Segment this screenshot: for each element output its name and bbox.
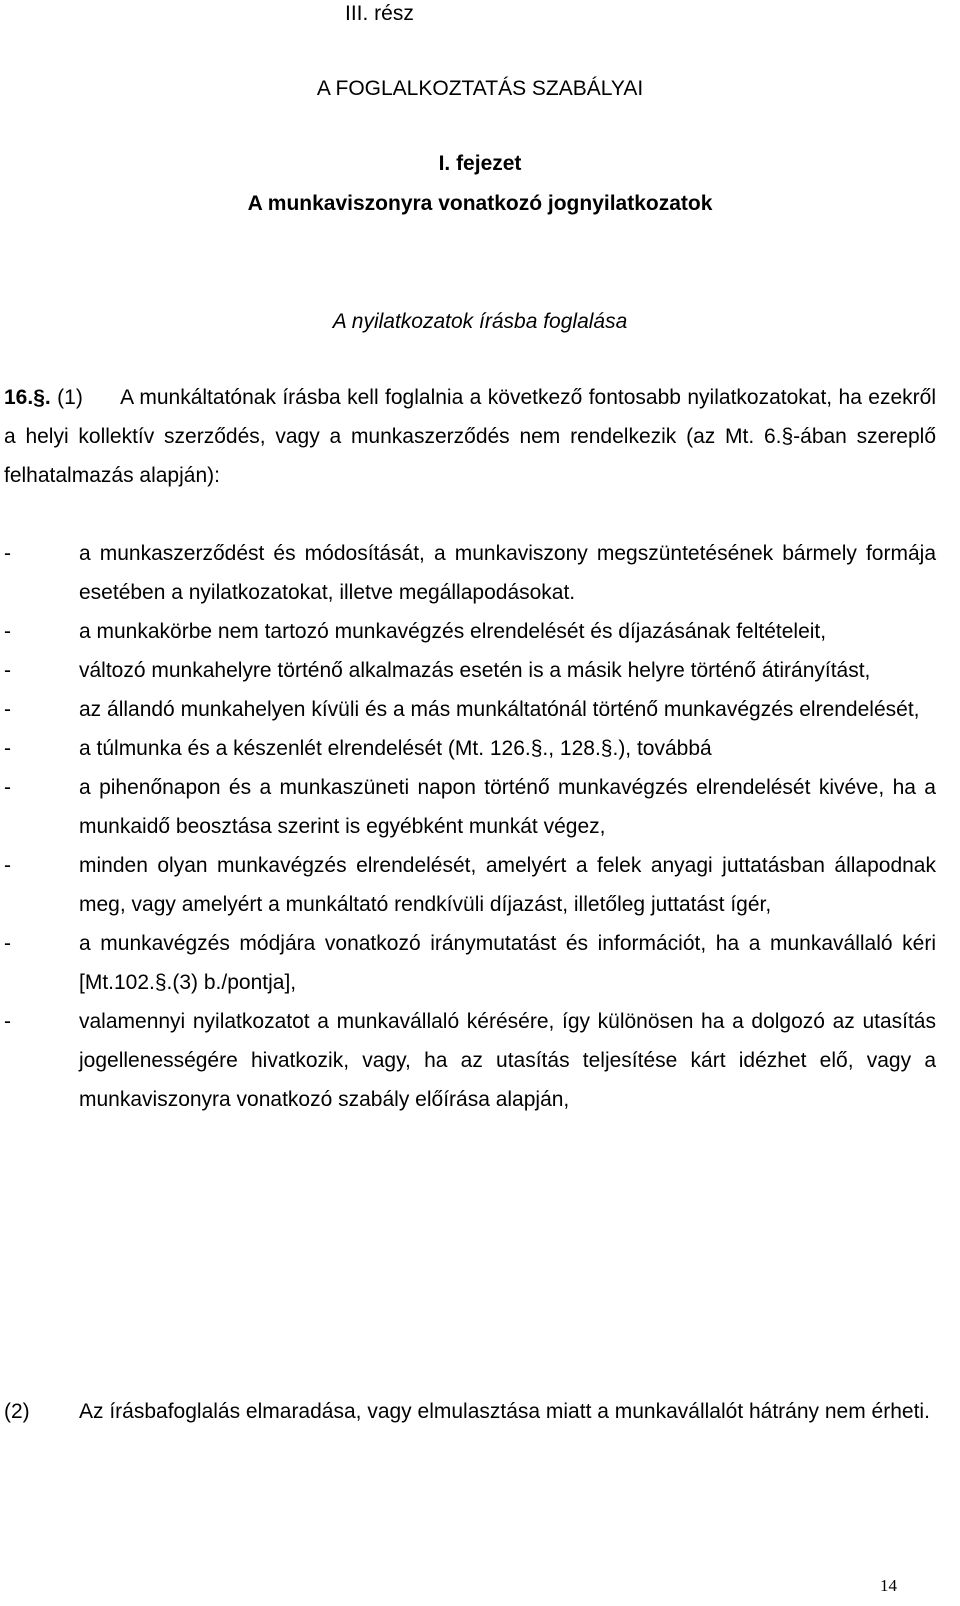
list-item-text: valamennyi nyilatkozatot a munkavállaló kérésére, így különösen ha a dolgozó az utasítás jogellenességére hivatkozik, vagy, ha az utasítás teljesítése kárt idézhet elő, vagy a munkaviszonyra vonatkozó szabály előírása alapján,	[79, 1010, 936, 1111]
list-item-text: változó munkahelyre történő alkalmazás esetén is a másik helyre történő átirányítást,	[79, 659, 871, 682]
list-item	[4, 1002, 936, 1119]
list-marker: -	[4, 932, 11, 955]
part-title: III. rész	[345, 2, 414, 25]
list-marker: -	[4, 737, 11, 760]
list-marker: -	[4, 776, 11, 799]
paragraph-1-text: (1) A munkáltatónak írásba kell foglalnia a következő fontosabb nyilatkozatokat, ha ezekről a helyi kollektív szerződés, vagy a munkaszerződés nem rendelkezik (az Mt. 6.§-ában szereplő felhatalmazás alapján):	[4, 386, 942, 487]
list-item	[4, 612, 936, 651]
paragraph-1	[4, 378, 942, 495]
list-marker: -	[4, 1010, 11, 1033]
paragraph-2-text: Az írásbafoglalás elmaradása, vagy elmulasztása miatt a munkavállalót hátrány nem érheti.	[79, 1400, 930, 1423]
list-item-text: a munkavégzés módjára vonatkozó iránymutatást és információt, ha a munkavállaló kéri [Mt.102.§.(3) b./pontja],	[79, 932, 936, 994]
article-number: 16.§.	[4, 386, 51, 409]
list-item	[4, 846, 936, 924]
list-item-text: az állandó munkahelyen kívüli és a más munkáltatónál történő munkavégzés elrendelését,	[79, 698, 920, 721]
list-marker: -	[4, 854, 11, 877]
list-item-text: a túlmunka és a készenlét elrendelését (Mt. 126.§., 128.§.), továbbá	[79, 737, 712, 760]
paragraph-2-number: (2)	[4, 1400, 30, 1423]
list-item	[4, 768, 936, 846]
list-marker: -	[4, 659, 11, 682]
section-title: A nyilatkozatok írásba foglalása	[332, 310, 628, 333]
list-marker: -	[4, 698, 11, 721]
paragraph-2	[4, 1392, 936, 1431]
list-item-text: a munkakörbe nem tartozó munkavégzés elrendelését és díjazásának feltételeit,	[79, 620, 827, 643]
list-item-text: minden olyan munkavégzés elrendelését, amelyért a felek anyagi juttatásban állapodnak meg, vagy amelyért a munkáltató rendkívüli díjazást, illetőleg juttatást ígér,	[79, 854, 936, 916]
list-item	[4, 924, 936, 1002]
list-item-text: a munkaszerződést és módosítását, a munkaviszony megszüntetésének bármely formája esetében a nyilatkozatokat, illetve megállapodásokat.	[79, 542, 936, 604]
list-marker: -	[4, 620, 11, 643]
document-title: A FOGLALKOZTATÁS SZABÁLYAI	[316, 77, 644, 100]
list-item	[4, 651, 936, 690]
list-item	[4, 534, 936, 612]
page-number: 14	[880, 1576, 897, 1595]
chapter-title: A munkaviszonyra vonatkozó jognyilatkozatok	[247, 192, 713, 215]
chapter-number: I. fejezet	[438, 152, 522, 175]
list-marker: -	[4, 542, 11, 565]
list-item	[4, 729, 936, 768]
obligation-list	[4, 534, 936, 1119]
list-item	[4, 690, 936, 729]
list-item-text: a pihenőnapon és a munkaszüneti napon történő munkavégzés elrendelését kivéve, ha a munkaidő beosztása szerint is egyébként munkát végez,	[79, 776, 936, 838]
